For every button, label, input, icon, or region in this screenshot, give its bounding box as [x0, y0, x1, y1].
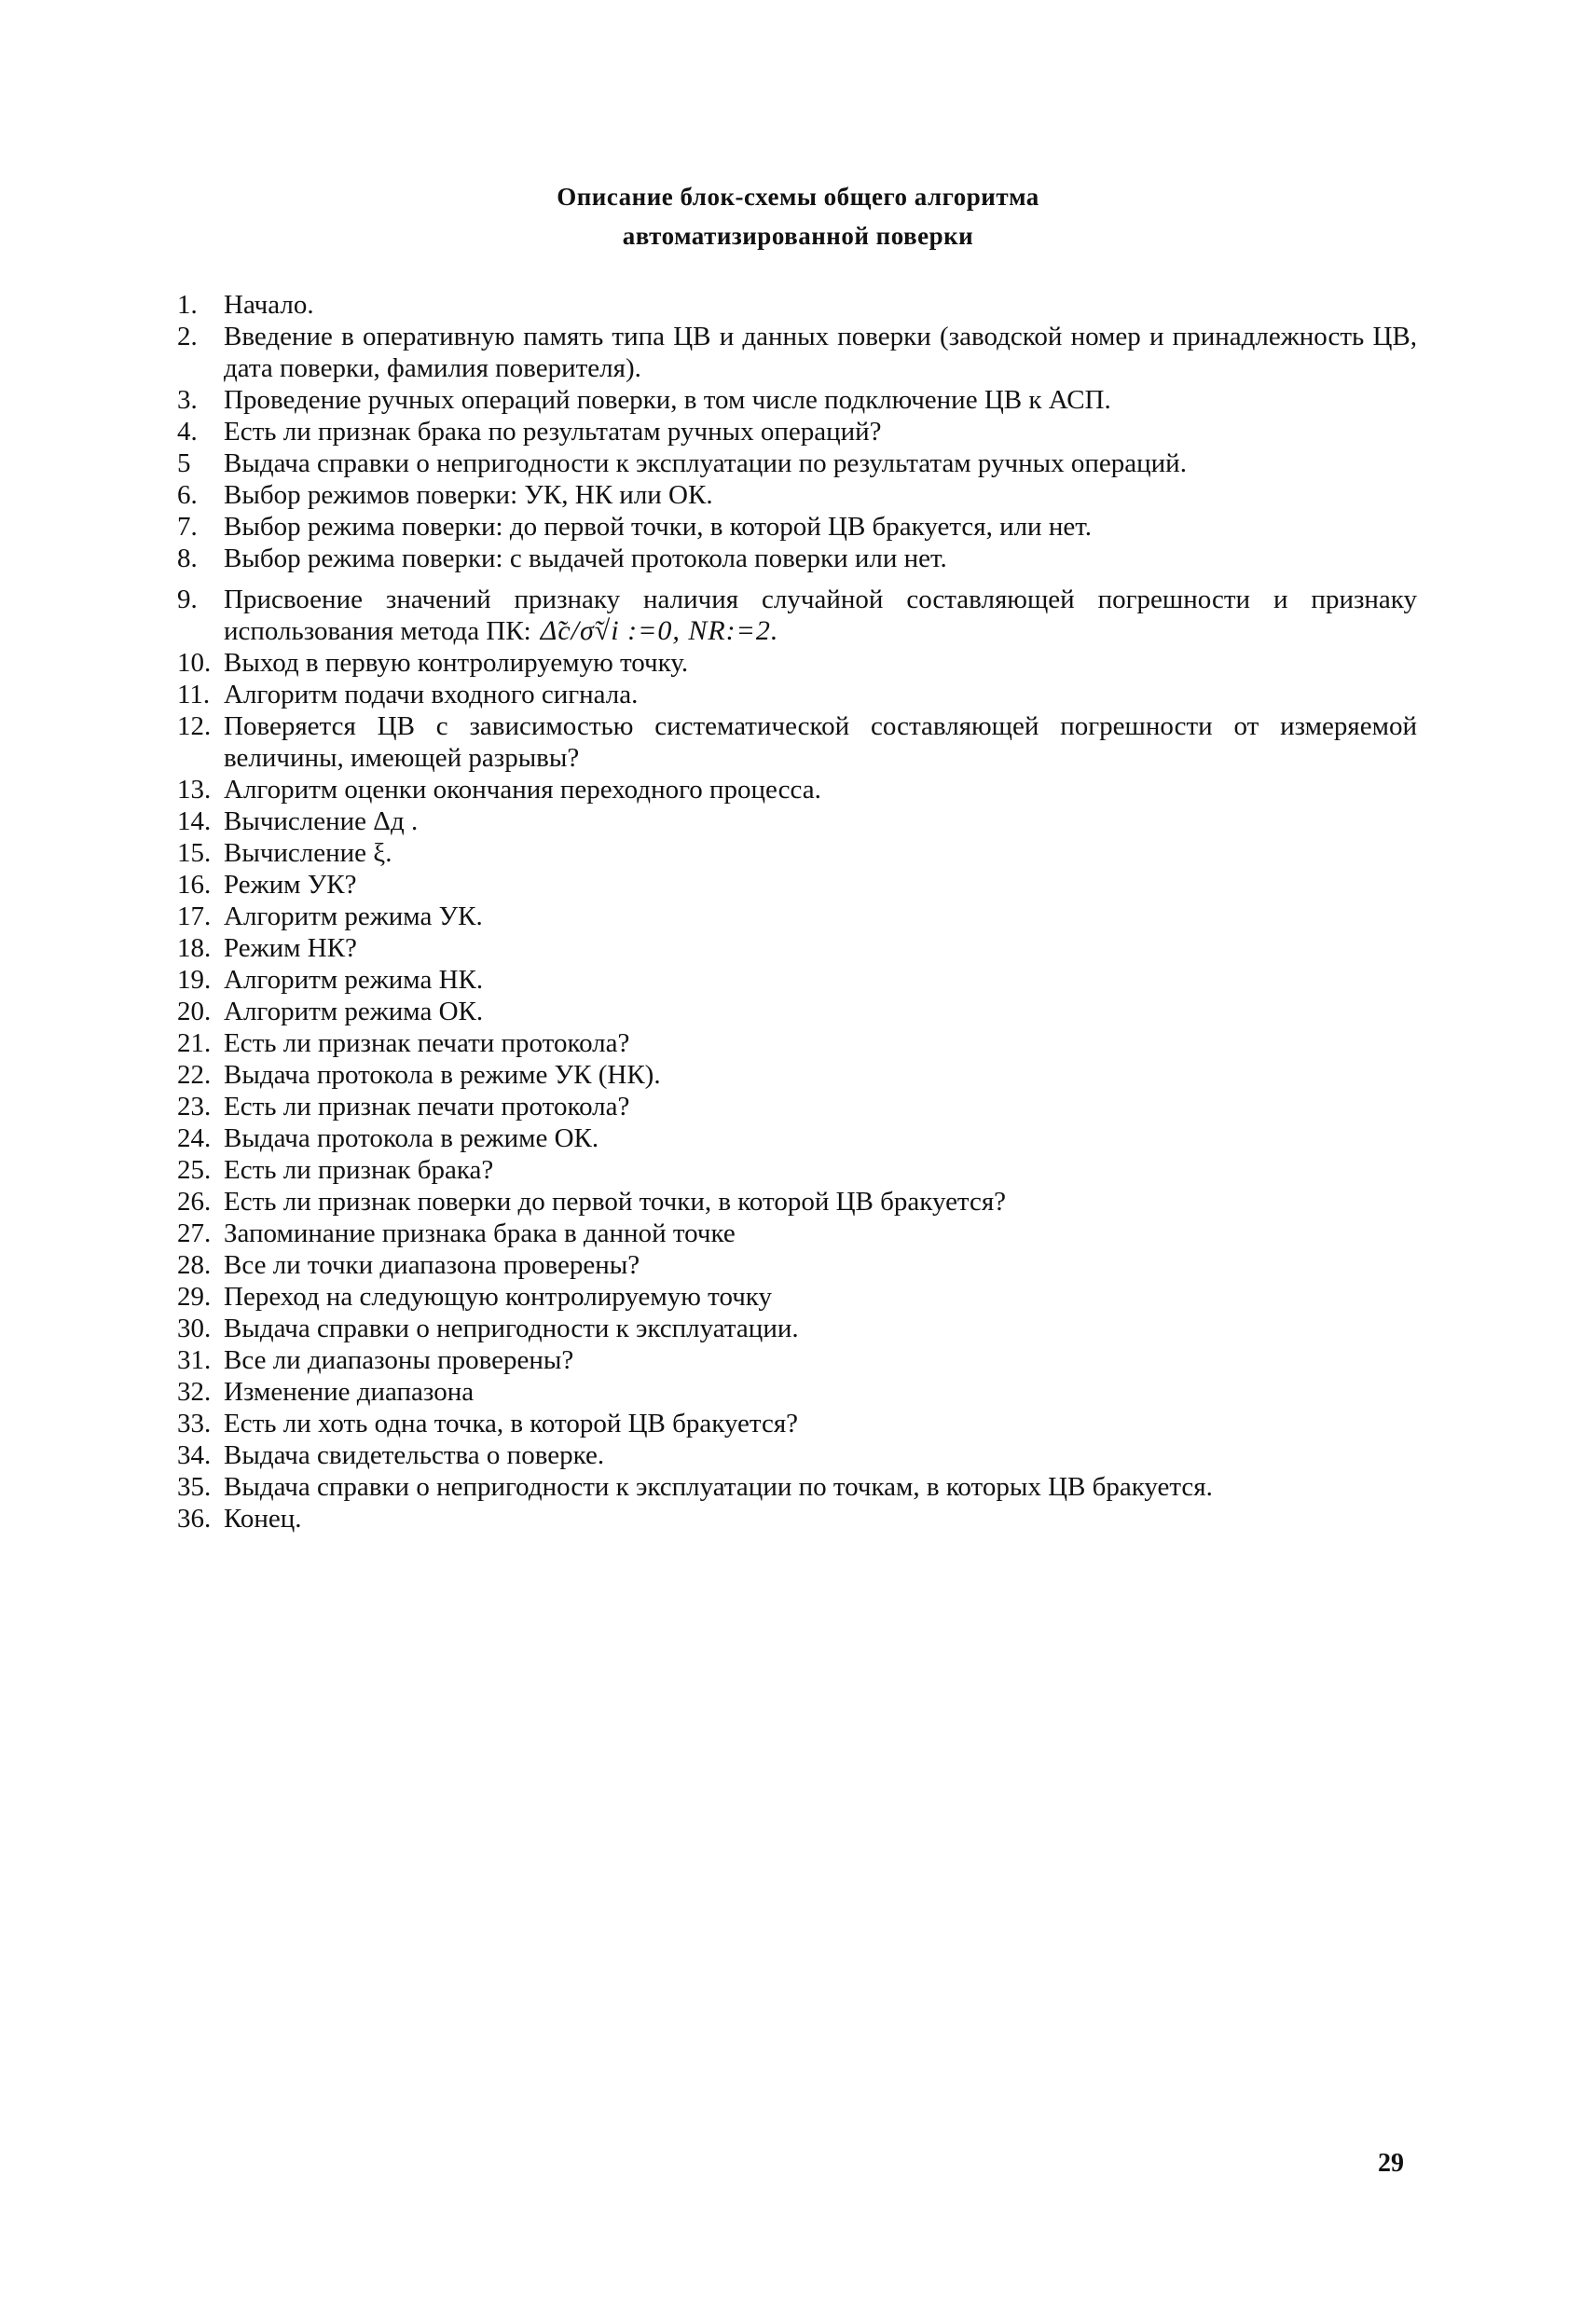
item-number: 26.	[177, 1187, 212, 1217]
item-text: Режим УК?	[224, 870, 357, 900]
list-item	[177, 1281, 1417, 1313]
list-item	[177, 1439, 1417, 1471]
item-text: Проведение ручных операций поверки, в том числе подключение ЦВ к АСП.	[224, 385, 1111, 415]
list-item	[177, 710, 1417, 774]
item-number: 28.	[177, 1250, 212, 1280]
item-text: Алгоритм оценки окончания переходного процесса.	[224, 775, 821, 805]
list-item	[177, 1122, 1417, 1154]
list-item	[177, 1027, 1417, 1059]
item-text: Есть ли признак печати протокола?	[224, 1092, 630, 1122]
list-item	[177, 1503, 1417, 1534]
item-formula: Δ̃c/σ̃√i :=0, NR:=2.	[540, 615, 779, 646]
item-number: 13.	[177, 775, 212, 805]
list-item	[177, 1154, 1417, 1186]
item-text: Выбор режима поверки: до первой точки, в которой ЦВ бракуется, или нет.	[224, 512, 1092, 542]
item-number: 12.	[177, 711, 212, 741]
item-number: 25.	[177, 1155, 212, 1185]
list-item	[177, 1091, 1417, 1122]
item-number: 35.	[177, 1472, 212, 1502]
item-number: 16.	[177, 870, 212, 900]
item-number: 30.	[177, 1314, 212, 1343]
list-item	[177, 384, 1417, 416]
item-number: 31.	[177, 1345, 212, 1375]
list-item	[177, 321, 1417, 384]
item-text: Вычисление Δд .	[224, 806, 419, 836]
item-text: Выбор режима поверки: с выдачей протокола поверки или нет.	[224, 544, 947, 573]
item-text: Выдача справки о непригодности к эксплуатации.	[224, 1314, 799, 1343]
item-text: Есть ли признак печати протокола?	[224, 1028, 630, 1058]
item-number: 19.	[177, 965, 212, 995]
item-text: Поверяется ЦВ с зависимостью систематической составляющей погрешности от измеряемой величины, имеющей разрывы?	[224, 711, 1417, 773]
item-text: Выдача протокола в режиме ОК.	[224, 1123, 599, 1153]
item-text: Запоминание признака брака в данной точке	[224, 1218, 736, 1248]
item-number: 5	[177, 448, 191, 478]
item-number: 18.	[177, 933, 212, 963]
item-text: Режим НК?	[224, 933, 357, 963]
list-item	[177, 511, 1417, 543]
item-number: 24.	[177, 1123, 212, 1153]
list-item	[177, 584, 1417, 647]
list-item	[177, 837, 1417, 869]
item-number: 2.	[177, 322, 198, 351]
item-text: Изменение диапазона	[224, 1377, 475, 1407]
item-text: Алгоритм режима УК.	[224, 901, 483, 931]
item-text: Есть ли хоть одна точка, в которой ЦВ бракуется?	[224, 1409, 799, 1438]
item-text: Выдача справки о непригодности к эксплуатации по результатам ручных операций.	[224, 448, 1187, 478]
item-number: 10.	[177, 648, 212, 678]
item-text: Есть ли признак поверки до первой точки, в которой ЦВ бракуется?	[224, 1187, 1007, 1217]
list-item	[177, 1376, 1417, 1408]
list-item	[177, 1059, 1417, 1091]
list-item	[177, 1471, 1417, 1503]
item-text: Выдача справки о непригодности к эксплуатации по точкам, в которых ЦВ бракуется.	[224, 1472, 1213, 1502]
item-number: 34.	[177, 1440, 212, 1470]
list-item	[177, 543, 1417, 574]
algorithm-steps-list	[177, 289, 1417, 1534]
item-number: 3.	[177, 385, 198, 415]
item-text: Конец.	[224, 1504, 302, 1534]
list-item	[177, 869, 1417, 901]
item-text: Алгоритм режима ОК.	[224, 997, 484, 1026]
item-number: 17.	[177, 901, 212, 931]
item-number: 15.	[177, 838, 212, 868]
item-number: 8.	[177, 544, 198, 573]
list-item	[177, 447, 1417, 479]
list-item	[177, 996, 1417, 1027]
item-text: Выдача протокола в режиме УК (НК).	[224, 1060, 661, 1090]
list-item	[177, 1249, 1417, 1281]
item-number: 27.	[177, 1218, 212, 1248]
list-item	[177, 479, 1417, 511]
item-text: Алгоритм подачи входного сигнала.	[224, 680, 639, 709]
list-item	[177, 1186, 1417, 1218]
item-text: Все ли точки диапазона проверены?	[224, 1250, 640, 1280]
list-item	[177, 416, 1417, 447]
item-number: 29.	[177, 1282, 212, 1312]
list-item	[177, 647, 1417, 679]
list-item	[177, 805, 1417, 837]
item-text: Есть ли признак брака?	[224, 1155, 494, 1185]
item-text: Выход в первую контролируемую точку.	[224, 648, 689, 678]
item-number: 9.	[177, 585, 198, 614]
list-item	[177, 964, 1417, 996]
item-text: Переход на следующую контролируемую точку	[224, 1282, 772, 1312]
item-text: Введение в оперативную память типа ЦВ и данных поверки (заводской номер и принадлежность ЦВ, дата поверки, фамилия поверителя).	[224, 322, 1417, 383]
item-number: 1.	[177, 290, 198, 320]
item-number: 4.	[177, 417, 198, 447]
item-text: Выбор режимов поверки: УК, НК или ОК.	[224, 480, 713, 510]
item-number: 32.	[177, 1377, 212, 1407]
page-number: 29	[1378, 2149, 1404, 2178]
list-item	[177, 1218, 1417, 1249]
item-number: 33.	[177, 1409, 212, 1438]
item-number: 22.	[177, 1060, 212, 1090]
list-item	[177, 932, 1417, 964]
item-number: 20.	[177, 997, 212, 1026]
document-title	[0, 177, 1596, 255]
item-number: 36.	[177, 1504, 212, 1534]
item-text: Начало.	[224, 290, 314, 320]
list-item	[177, 289, 1417, 321]
item-number: 7.	[177, 512, 198, 542]
list-item	[177, 679, 1417, 710]
item-text: Есть ли признак брака по результатам ручных операций?	[224, 417, 882, 447]
item-number: 14.	[177, 806, 212, 836]
title-line-2: автоматизированной поверки	[622, 222, 974, 250]
item-number: 11.	[177, 680, 211, 709]
item-text: Вычисление ξ.	[224, 838, 392, 868]
item-text: Алгоритм режима НК.	[224, 965, 484, 995]
list-item	[177, 774, 1417, 805]
list-item	[177, 1313, 1417, 1344]
list-item	[177, 1344, 1417, 1376]
item-text: Присвоение значений признаку наличия случайной составляющей погрешности и признаку использования метода ПК:	[224, 585, 1417, 646]
item-text: Все ли диапазоны проверены?	[224, 1345, 574, 1375]
item-number: 21.	[177, 1028, 212, 1058]
title-line-1: Описание блок-схемы общего алгоритма	[557, 183, 1039, 211]
list-item	[177, 1408, 1417, 1439]
item-text: Выдача свидетельства о поверке.	[224, 1440, 605, 1470]
list-item	[177, 901, 1417, 932]
item-number: 23.	[177, 1092, 212, 1122]
item-number: 6.	[177, 480, 198, 510]
